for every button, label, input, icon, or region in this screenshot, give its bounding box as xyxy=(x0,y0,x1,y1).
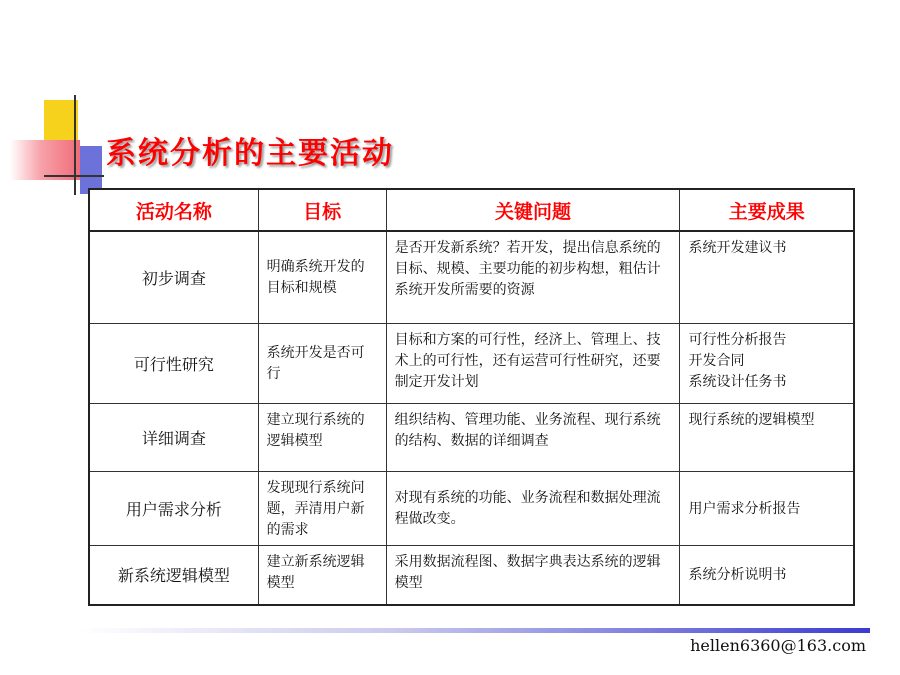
logo-pink-block xyxy=(10,140,80,180)
header-main-results: 主要成果 xyxy=(680,189,854,231)
activities-table xyxy=(88,188,855,606)
activity-goal: 明确系统开发的目标和规模 xyxy=(258,231,386,323)
activity-name: 用户需求分析 xyxy=(89,471,258,545)
result-item: 可行性分析报告 xyxy=(688,331,787,348)
activity-results xyxy=(680,323,854,403)
activity-goal: 发现现行系统问题，弄清用户新的需求 xyxy=(258,471,386,545)
activity-issues: 是否开发新系统？若开发，提出信息系统的目标、规模、主要功能的初步构想，粗估计系统开发所需要的资源 xyxy=(386,231,680,323)
activity-name: 详细调查 xyxy=(89,403,258,471)
logo-horizontal-line xyxy=(44,175,104,177)
slide-title: 系统分析的主要活动 xyxy=(106,136,394,171)
header-key-issues: 关键问题 xyxy=(386,189,680,231)
table-row xyxy=(89,323,854,403)
activity-goal: 建立新系统逻辑模型 xyxy=(258,545,386,605)
table-row xyxy=(89,545,854,605)
activity-issues: 采用数据流程图、数据字典表达系统的逻辑模型 xyxy=(386,545,680,605)
activity-issues: 目标和方案的可行性，经济上、管理上、技术上的可行性，还有运营可行性研究，还要制定开发计划 xyxy=(386,323,680,403)
table-row xyxy=(89,231,854,323)
activity-goal: 系统开发是否可行 xyxy=(258,323,386,403)
result-item: 系统分析说明书 xyxy=(688,567,787,584)
activity-results xyxy=(680,471,854,545)
activity-issues: 组织结构、管理功能、业务流程、现行系统的结构、数据的详细调查 xyxy=(386,403,680,471)
activity-name: 可行性研究 xyxy=(89,323,258,403)
header-goal: 目标 xyxy=(258,189,386,231)
logo-vertical-line xyxy=(74,95,76,195)
activity-name: 新系统逻辑模型 xyxy=(89,545,258,605)
result-item: 开发合同 xyxy=(688,352,745,369)
result-item: 系统开发建议书 xyxy=(688,240,787,256)
result-item: 用户需求分析报告 xyxy=(688,500,801,517)
table-header-row xyxy=(89,189,854,231)
result-item: 系统设计任务书 xyxy=(688,373,787,390)
activity-goal: 建立现行系统的逻辑模型 xyxy=(258,403,386,471)
table-row xyxy=(89,403,854,471)
result-item: 现行系统的逻辑模型 xyxy=(688,411,815,428)
activity-results xyxy=(680,545,854,605)
activity-results xyxy=(680,403,854,471)
logo-blue-block xyxy=(80,146,102,194)
activity-results xyxy=(680,231,854,323)
activity-name: 初步调查 xyxy=(89,231,258,323)
footer-gradient-bar xyxy=(80,628,870,633)
footer-email: hellen6360@163.com xyxy=(690,636,866,655)
header-activity-name: 活动名称 xyxy=(89,189,258,231)
table-row xyxy=(89,471,854,545)
activity-issues: 对现有系统的功能、业务流程和数据处理流程做改变。 xyxy=(386,471,680,545)
